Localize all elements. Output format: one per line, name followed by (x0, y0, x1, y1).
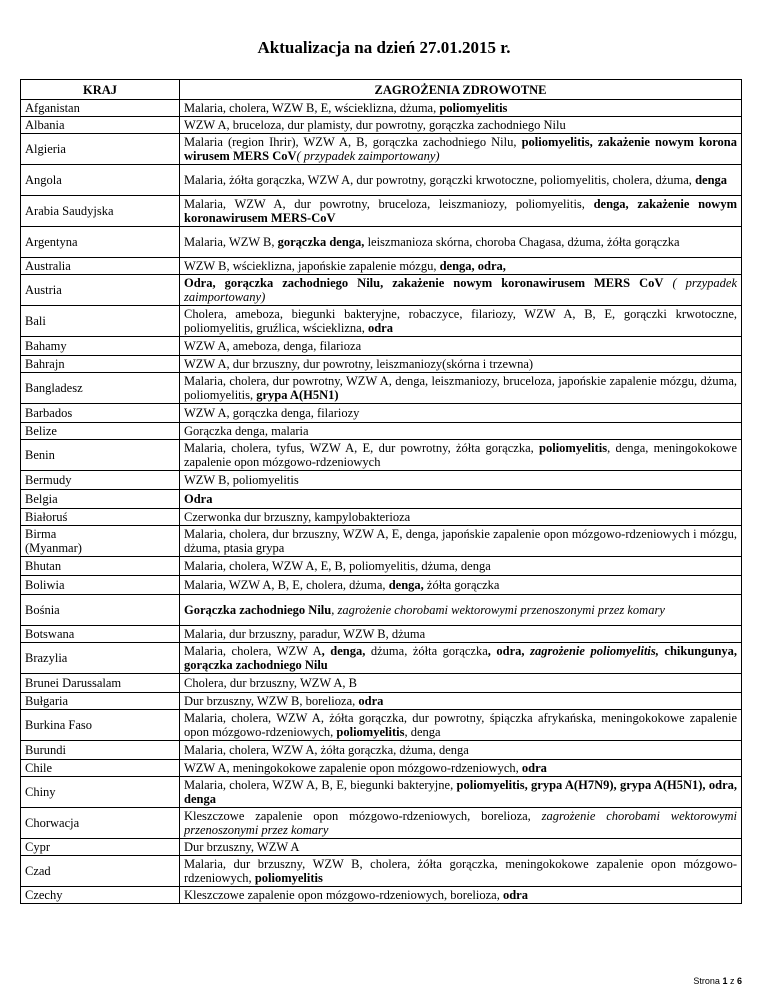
country-cell: Birma (Myanmar) (21, 526, 180, 557)
threat-text: zagrożenie chorobami wektorowymi przenoszonymi przez komary (337, 603, 665, 617)
threats-cell (180, 777, 742, 808)
threat-text: , denga (404, 725, 441, 739)
threat-text: WZW B, poliomyelitis (184, 473, 299, 487)
table-row (21, 856, 742, 887)
threat-text: poliomyelitis (336, 725, 405, 739)
table-row (21, 710, 742, 741)
threats-cell (180, 839, 742, 856)
threats-cell (180, 373, 742, 404)
threat-text: ( przypadek zaimportowany) (296, 149, 440, 163)
threat-text: odra (358, 694, 384, 708)
country-cell: Burkina Faso (21, 710, 180, 741)
threat-text: , (331, 603, 338, 617)
country-cell: Australia (21, 258, 180, 275)
country-cell: Albania (21, 117, 180, 134)
threat-text: odra (367, 321, 393, 335)
threats-cell (180, 887, 742, 904)
threat-text: grypa A(H5N1) (256, 388, 339, 402)
footer-separator: z (727, 976, 737, 986)
table-row (21, 808, 742, 839)
threats-cell (180, 275, 742, 306)
country-cell: Bali (21, 306, 180, 337)
threat-text: WZW A, gorączka denga, filariozy (184, 406, 360, 420)
threat-text: Cholera, ameboza, biegunki bakteryjne, robaczyce, filariozy, WZW A, B, E, gorączki krwotoczne, poliomyelitis, gruźlica, wścieklizna, (184, 307, 737, 335)
table-row (21, 134, 742, 165)
threats-cell (180, 306, 742, 337)
threat-text: WZW A, ameboza, denga, filarioza (184, 339, 362, 353)
country-cell: Chiny (21, 777, 180, 808)
table-row (21, 165, 742, 196)
country-cell: Brunei Darussalam (21, 674, 180, 693)
threats-cell (180, 227, 742, 258)
footer-page-number: 1 (722, 976, 728, 986)
country-cell: Boliwia (21, 576, 180, 595)
threat-text: Malaria, cholera, WZW A, E, B, poliomyelitis, dżuma, denga (184, 559, 491, 573)
country-cell: Czechy (21, 887, 180, 904)
country-cell: Burundi (21, 741, 180, 760)
country-cell: Cypr (21, 839, 180, 856)
table-row (21, 471, 742, 490)
threat-text: zagrożenie chorobami wektorowymi przenoszonymi przez komary (184, 809, 737, 837)
table-row (21, 777, 742, 808)
threats-cell (180, 526, 742, 557)
table-row (21, 337, 742, 356)
threat-text: Odra, gorączka zachodniego Nilu, zakażenie nowym koronawirusem MERS CoV (184, 276, 664, 290)
threat-text: WZW A, dur brzuszny, dur powrotny, leiszmaniozy(skórna i trzewna) (184, 357, 534, 371)
table-row (21, 227, 742, 258)
threat-text: Malaria, WZW A, B, E, cholera, dżuma, (184, 578, 389, 592)
threats-cell (180, 440, 742, 471)
country-cell: Bośnia (21, 595, 180, 626)
threat-text: Dur brzuszny, WZW A (184, 840, 300, 854)
country-cell: Bahamy (21, 337, 180, 356)
threat-text: Gorączka denga, malaria (184, 424, 309, 438)
threats-cell (180, 557, 742, 576)
country-cell: Arabia Saudyjska (21, 196, 180, 227)
threat-text: WZW B, wścieklizna, japońskie zapalenie mózgu, (184, 259, 440, 273)
footer-prefix: Strona (693, 976, 723, 986)
threats-cell (180, 856, 742, 887)
threat-text: , denga, (321, 644, 366, 658)
threat-text: Malaria, cholera, WZW B, E, wścieklizna, dżuma, (184, 101, 440, 115)
threat-text: Malaria, cholera, dur brzuszny, WZW A, E, denga, japońskie zapalenie opon mózgowo-rdzeniowych i mózgu, dżuma, ptasia grypa (184, 527, 737, 555)
threats-cell (180, 337, 742, 356)
threats-cell (180, 595, 742, 626)
health-threats-table (20, 79, 742, 904)
threat-text: dżuma, żółta gorączka (365, 644, 488, 658)
threat-text: poliomyelitis (254, 871, 323, 885)
table-row (21, 196, 742, 227)
table-row (21, 509, 742, 526)
table-row (21, 557, 742, 576)
threat-text: Malaria, dur brzuszny, WZW B, cholera, żółta gorączka, meningokokowe zapalenie opon mózgowo- rdzeniowych, (184, 857, 737, 885)
threat-text: Malaria, cholera, WZW A, żółta gorączka, dur powrotny, śpiączka afrykańska, meningokokowe zapalenie opon mózgowo-rdzeniowych, (184, 711, 737, 739)
threat-text: Kleszczowe zapalenie opon mózgowo-rdzeniowych, borelioza, (184, 809, 542, 823)
footer-total-pages: 6 (736, 976, 742, 986)
threat-text: Malaria, cholera, tyfus, WZW A, E, dur powrotny, żółta gorączka, (184, 441, 540, 455)
table-row (21, 423, 742, 440)
threats-cell (180, 626, 742, 643)
table-row (21, 643, 742, 674)
threat-text: Malaria, cholera, WZW A, B, E, biegunki bakteryjne, (184, 778, 457, 792)
threats-cell (180, 490, 742, 509)
table-row (21, 839, 742, 856)
threat-text: żółta gorączka (423, 578, 500, 592)
table-row (21, 693, 742, 710)
country-cell: Białoruś (21, 509, 180, 526)
threats-cell (180, 576, 742, 595)
threat-text: zagrożenie poliomyelitis, (530, 644, 659, 658)
country-cell: Bhutan (21, 557, 180, 576)
page-title: Aktualizacja na dzień 27.01.2015 r. (257, 38, 511, 57)
country-cell: Austria (21, 275, 180, 306)
country-cell: Belgia (21, 490, 180, 509)
threat-text: odra (521, 761, 547, 775)
threats-cell (180, 356, 742, 373)
table-row (21, 275, 742, 306)
country-cell: Belize (21, 423, 180, 440)
country-cell: Chorwacja (21, 808, 180, 839)
threat-text: ( przypadek zaimportowany) (184, 276, 737, 304)
threat-text: Malaria, żółta gorączka, WZW A, dur powrotny, gorączki krwotoczne, poliomyelitis, cholera, dżuma, (184, 173, 696, 187)
table-row (21, 404, 742, 423)
table-row (21, 258, 742, 275)
table-row (21, 526, 742, 557)
threat-text: Malaria, cholera, WZW A (184, 644, 322, 658)
country-cell: Botswana (21, 626, 180, 643)
table-row (21, 440, 742, 471)
table-row (21, 674, 742, 693)
threats-cell (180, 674, 742, 693)
country-cell: Bermudy (21, 471, 180, 490)
threats-cell (180, 509, 742, 526)
threat-text: denga, zakażenie nowym koronawirusem MERS-CoV (184, 197, 738, 225)
country-cell: Bahrajn (21, 356, 180, 373)
table-row (21, 595, 742, 626)
table-row (21, 741, 742, 760)
country-cell: Bangladesz (21, 373, 180, 404)
country-cell: Czad (21, 856, 180, 887)
country-cell: Argentyna (21, 227, 180, 258)
table-row (21, 373, 742, 404)
threats-cell (180, 423, 742, 440)
threat-text: denga (695, 173, 728, 187)
threats-cell (180, 471, 742, 490)
country-cell: Algieria (21, 134, 180, 165)
threat-text: WZW A, bruceloza, dur plamisty, dur powrotny, gorączka zachodniego Nilu (184, 118, 566, 132)
threat-text: Cholera, dur brzuszny, WZW A, B (184, 676, 357, 690)
table-row (21, 117, 742, 134)
country-cell: Angola (21, 165, 180, 196)
threats-cell (180, 165, 742, 196)
threat-text: gorączka denga, (277, 235, 365, 249)
threat-text: chikungunya, gorączka zachodniego Nilu (184, 644, 738, 672)
threat-text: Malaria, cholera, dur powrotny, WZW A, denga, leiszmaniozy, bruceloza, japońskie zapalenie mózgu, dżuma, poliomyelitis, (184, 374, 737, 402)
country-cell: Chile (21, 760, 180, 777)
country-cell: Benin (21, 440, 180, 471)
threat-text: Malaria, cholera, WZW A, żółta gorączka, dżuma, denga (184, 743, 469, 757)
threats-cell (180, 404, 742, 423)
table-row (21, 356, 742, 373)
threats-cell (180, 100, 742, 117)
threat-text: WZW A, meningokokowe zapalenie opon mózgowo-rdzeniowych, (184, 761, 522, 775)
threat-text: , odra, (487, 644, 531, 658)
threats-cell (180, 258, 742, 275)
table-row (21, 576, 742, 595)
threats-cell (180, 808, 742, 839)
threat-text: Malaria, WZW B, (184, 235, 278, 249)
threat-text: Czerwonka dur brzuszny, kampylobakterioza (184, 510, 411, 524)
threats-cell (180, 134, 742, 165)
threats-cell (180, 117, 742, 134)
threat-text: Gorączka zachodniego Nilu (184, 603, 332, 617)
table-row (21, 626, 742, 643)
page-footer (693, 976, 742, 986)
threat-text: , denga, meningokokowe zapalenie opon mózgowo-rdzeniowych (184, 441, 738, 469)
threat-text: Malaria, dur brzuszny, paradur, WZW B, dżuma (184, 627, 426, 641)
threats-cell (180, 710, 742, 741)
threat-text: Malaria, WZW A, dur powrotny, bruceloza, leiszmaniozy, poliomyelitis, (184, 197, 594, 211)
threat-text: denga, odra, (439, 259, 506, 273)
threats-column-header: ZAGROŻENIA ZDROWOTNE (180, 80, 742, 100)
threat-text: denga, (388, 578, 424, 592)
table-header-row (21, 80, 742, 100)
threats-cell (180, 741, 742, 760)
country-column-header: KRAJ (21, 80, 180, 100)
country-cell: Afganistan (21, 100, 180, 117)
threat-text: poliomyelitis, grypa A(H7N9), grypa A(H5N1), odra, denga (184, 778, 737, 806)
table-row (21, 100, 742, 117)
threat-text: Kleszczowe zapalenie opon mózgowo-rdzeniowych, borelioza, (184, 888, 503, 902)
threats-cell (180, 693, 742, 710)
table-row (21, 887, 742, 904)
country-cell: Brazylia (21, 643, 180, 674)
threat-text: poliomyelitis (539, 441, 608, 455)
threats-cell (180, 196, 742, 227)
country-cell: Barbados (21, 404, 180, 423)
table-row (21, 490, 742, 509)
threat-text: poliomyelitis (439, 101, 508, 115)
threat-text: Malaria (region Ihrir), WZW A, B, gorączka zachodniego Nilu, (184, 135, 522, 149)
threats-cell (180, 643, 742, 674)
threat-text: Dur brzuszny, WZW B, borelioza, (184, 694, 359, 708)
threats-cell (180, 760, 742, 777)
threat-text: odra (502, 888, 528, 902)
threat-text: leiszmanioza skórna, choroba Chagasa, dżuma, żółta gorączka (364, 235, 680, 249)
threat-text: poliomyelitis, zakażenie nowym korona wirusem MERS CoV (184, 135, 737, 163)
threat-text: Odra (184, 492, 213, 506)
table-row (21, 760, 742, 777)
country-cell: Bułgaria (21, 693, 180, 710)
table-row (21, 306, 742, 337)
